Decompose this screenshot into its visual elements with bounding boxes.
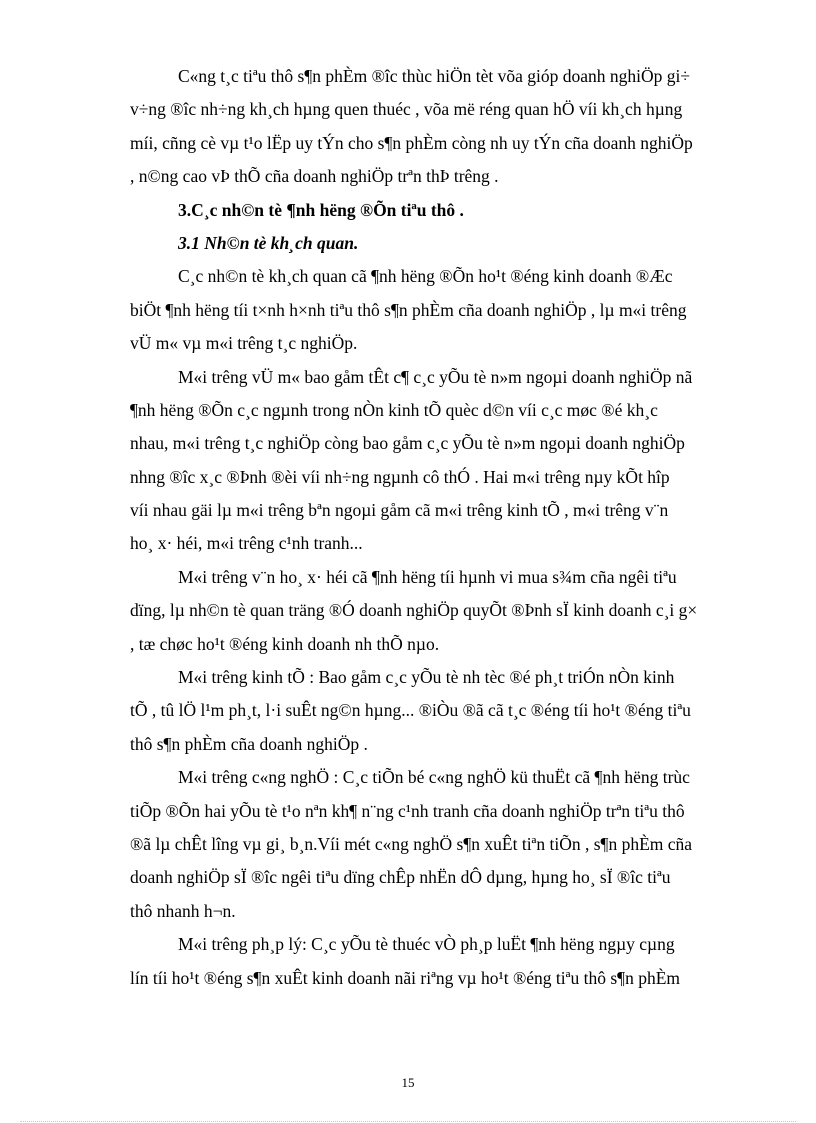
- text-line: tiÕp ®Õn hai yÕu tè t¹o nªn kh¶ n¨ng c¹nh tranh cña doanh nghiÖp trªn tiªu thô: [130, 800, 685, 821]
- text-line: ¶nh hëng ®Õn c¸c ngµnh trong nÒn kinh tÕ quèc d©n víi c¸c møc ®é kh¸c: [130, 399, 658, 420]
- text-line: dïng, lµ nh©n tè quan träng ®Ó doanh nghiÖp quyÕt ®Þnh sÏ kinh doanh c¸i g×: [130, 600, 698, 621]
- text-line: 3.C¸c nh©n tè ¶nh hëng ®Õn tiªu thô .: [178, 199, 464, 220]
- text-line: M«i trêng kinh tÕ : Bao gåm c¸c yÕu tè nh tèc ®é ph¸t triÓn nÒn kinh: [178, 667, 675, 688]
- text-line: M«i trêng v¨n ho¸ x· héi cã ¶nh hëng tíi hµnh vi mua s¾m cña ngêi tiªu: [178, 566, 677, 587]
- text-line: nhau, m«i trêng t¸c nghiÖp còng bao gåm c¸c yÕu tè n»m ngoµi doanh nghiÖp: [130, 433, 685, 454]
- text-line: , tæ chøc ho¹t ®éng kinh doanh nh thÕ nµo.: [130, 633, 440, 654]
- text-line: tÕ , tû lÖ l¹m ph¸t, l·i suÊt ng©n hµng... ®iÒu ®ã cã t¸c ®éng tíi ho¹t ®éng tiªu: [130, 700, 691, 721]
- body-text: [130, 60, 742, 995]
- text-line: v÷ng ®îc nh÷ng kh¸ch hµng quen thuéc , võa më réng quan hÖ víi kh¸ch hµng: [130, 99, 683, 120]
- text-line: M«i trêng ph¸p lý: C¸c yÕu tè thuéc vÒ ph¸p luËt ¶nh hëng ngµy cµng: [178, 934, 675, 955]
- text-line: míi, cñng cè vµ t¹o lËp uy tÝn cho s¶n phÈm còng nh uy tÝn cña doanh nghiÖp: [130, 132, 693, 153]
- text-line: M«i trêng vÜ m« bao gåm tÊt c¶ c¸c yÕu tè n»m ngoµi doanh nghiÖp nã: [178, 366, 693, 387]
- text-line: doanh nghiÖp sÏ ®îc ngêi tiªu dïng chÊp nhËn dÔ dµng, hµng ho¸ sÏ ®îc tiªu: [130, 867, 671, 888]
- text-line: víi nhau gäi lµ m«i trêng bªn ngoµi gåm cã m«i trêng kinh tÕ , m«i trêng v¨n: [130, 500, 669, 521]
- text-line: thô s¶n phÈm cña doanh nghiÖp .: [130, 733, 368, 754]
- text-line: C«ng t¸c tiªu thô s¶n phÈm ®îc thùc hiÖn tèt võa gióp doanh nghiÖp gi÷: [178, 66, 690, 86]
- text-line: C¸c nh©n tè kh¸ch quan cã ¶nh hëng ®Õn ho¹t ®éng kinh doanh ®Æc: [178, 266, 673, 287]
- text-line: , n©ng cao vÞ thÕ cña doanh nghiÖp trªn thÞ trêng .: [130, 166, 499, 187]
- text-line: biÖt ¶nh hëng tíi t×nh h×nh tiªu thô s¶n phÈm cña doanh nghiÖp , lµ m«i trêng: [130, 299, 687, 320]
- page-bottom-border: [20, 1121, 796, 1122]
- text-line: ho¸ x· héi, m«i trêng c¹nh tranh...: [130, 533, 363, 554]
- text-line: nhng ®îc x¸c ®Þnh ®èi víi nh÷ng ngµnh cô thÓ . Hai m«i trêng nµy kÕt hîp: [130, 466, 670, 487]
- text-line: lín tíi ho¹t ®éng s¶n xuÊt kinh doanh nãi riªng vµ ho¹t ®éng tiªu thô s¶n phÈm: [130, 967, 681, 988]
- text-line: ®ã lµ chÊt lîng vµ gi¸ b¸n.Víi mét c«ng nghÖ s¶n xuÊt tiªn tiÕn , s¶n phÈm cña: [130, 833, 693, 854]
- text-line: vÜ m« vµ m«i trêng t¸c nghiÖp.: [130, 333, 358, 354]
- page-number: 15: [401, 1075, 415, 1090]
- text-line: 3.1 Nh©n tè kh¸ch quan.: [178, 232, 359, 253]
- text-line: thô nhanh h¬n.: [130, 900, 236, 921]
- text-line: M«i trêng c«ng nghÖ : C¸c tiÕn bé c«ng nghÖ kü thuËt cã ¶nh hëng trùc: [178, 767, 690, 788]
